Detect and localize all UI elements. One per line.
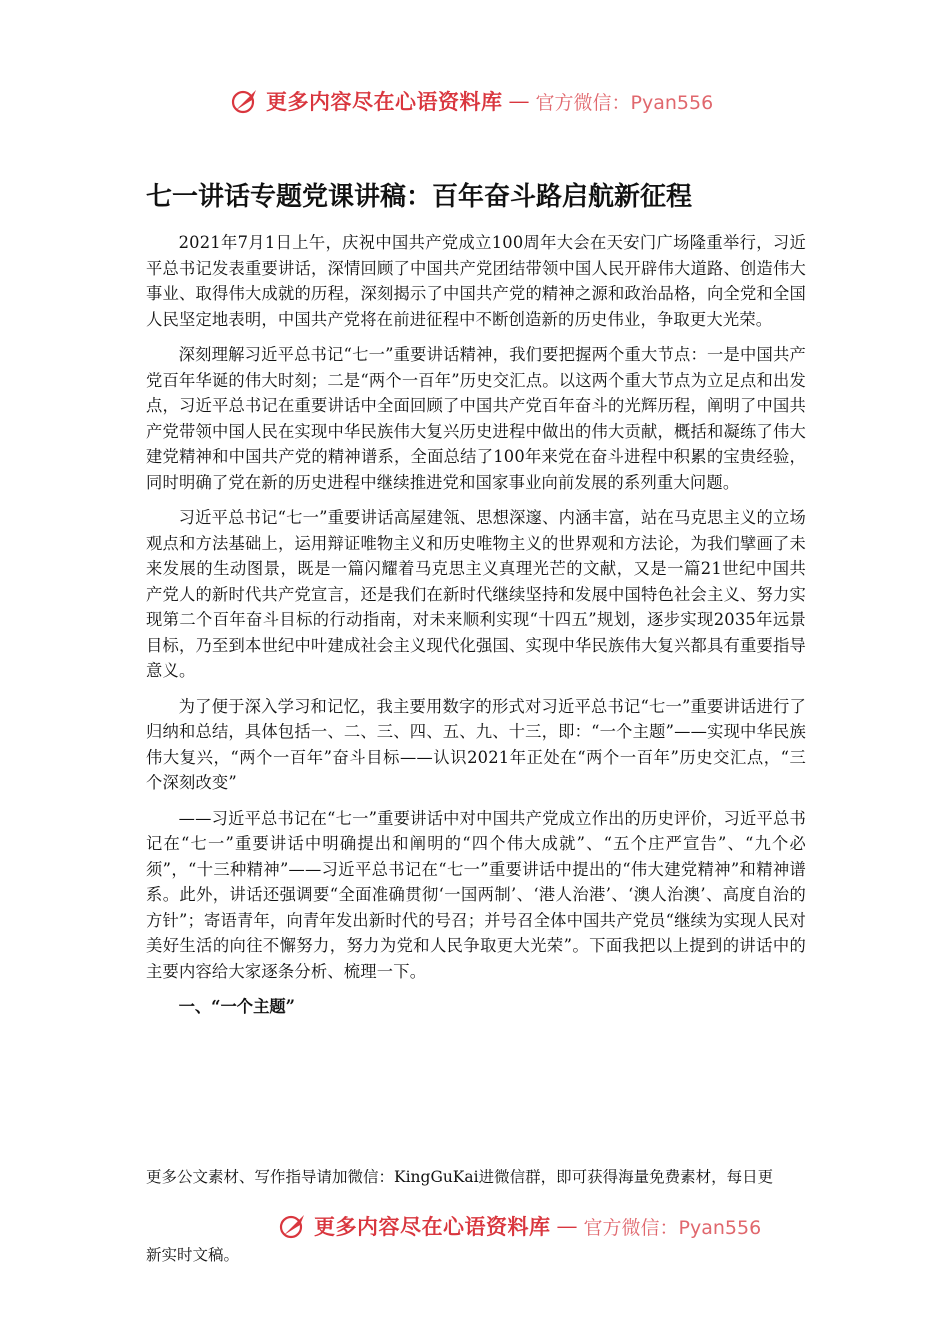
watermark-sub-text: 官方微信：Pyan556 [535,91,714,114]
footer-note-continued: 新实时文稿。 [146,1246,240,1264]
watermark-dash: — [508,89,530,113]
watermark-main-text: 更多内容尽在心语资料库 [314,1214,551,1239]
paragraph: 深刻理解习近平总书记“七一”重要讲话精神，我们要把握两个重大节点：一是中国共产党百年华诞的伟大时刻；二是“两个一百年”历史交汇点。以这两个重大节点为立足点和出发点，习近平总书记在重要讲话中全面回顾了中国共产党百年奋斗的光辉历程，阐明了中国共产党带领中国人民在实现中华民族伟大复兴历史进程中做出的伟大贡献，概括和凝练了伟大建党精神和中国共产党的精神谱系，全面总结了100年来党在奋斗进程中积累的宝贵经验，同时明确了党在新的历史进程中继续推进党和国家事业向前发展的系列重大问题。 [146,345,806,492]
paragraph: 2021年7月1日上午，庆祝中国共产党成立100周年大会在天安门广场隆重举行，习近平总书记发表重要讲话，深情回顾了中国共产党团结带领中国人民开辟伟大道路、创造伟大事业、取得伟大成就的历程，深刻揭示了中国共产党的精神之源和政治品格，向全党和全国人民坚定地表明，中国共产党将在前进征程中不断创造新的历史伟业，争取更大光荣。 [146,233,806,329]
watermark-dash: — [556,1214,578,1238]
document-body [146,230,806,1020]
quill-logo-icon [278,1211,308,1241]
watermark-sub-text: 官方微信：Pyan556 [583,1216,762,1239]
watermark-footer [278,1211,761,1241]
watermark-header [230,86,713,116]
document-title: 七一讲话专题党课讲稿：百年奋斗路启航新征程 [146,182,693,212]
section-heading: 一、“一个主题” [178,997,296,1016]
paragraph: ——习近平总书记在“七一”重要讲话中对中国共产党成立作出的历史评价，习近平总书记在“七一”重要讲话中明确提出和阐明的“四个伟大成就”、“五个庄严宣告”、“九个必须”，“十三种精神”——习近平总书记在“七一”重要讲话中提出的“伟大建党精神”和精神谱系。此外，讲话还强调要“全面准确贯彻‘一国两制’、‘港人治港’、‘澳人治澳’、高度自治的方针”；寄语青年，向青年发出新时代的号召；并号召全体中国共产党员“继续为实现人民对美好生活的向往不懈努力，努力为党和人民争取更大光荣”。下面我把以上提到的讲话中的主要内容给大家逐条分析、梳理一下。 [146,808,806,981]
paragraph: 习近平总书记“七一”重要讲话高屋建瓴、思想深邃、内涵丰富，站在马克思主义的立场观点和方法基础上，运用辩证唯物主义和历史唯物主义的世界观和方法论，为我们擘画了未来发展的生动图景，既是一篇闪耀着马克思主义真理光芒的文献，又是一篇21世纪中国共产党人的新时代共产党宣言，还是我们在新时代继续坚持和发展中国特色社会主义、努力实现第二个百年奋斗目标的行动指南，对未来顺利实现“十四五”规划，逐步实现2035年远景目标，乃至到本世纪中叶建成社会主义现代化强国、实现中华民族伟大复兴都具有重要指导意义。 [146,508,806,680]
quill-logo-icon [230,86,260,116]
paragraph: 为了便于深入学习和记忆，我主要用数字的形式对习近平总书记“七一”重要讲话进行了归纳和总结，具体包括一、二、三、四、五、九、十三，即：“一个主题”——实现中华民族伟大复兴，“两个一百年”奋斗目标——认识2021年正处在“两个一百年”历史交汇点，“三个深刻改变” [146,696,806,792]
watermark-main-text: 更多内容尽在心语资料库 [266,89,503,114]
footer-note: 更多公文素材、写作指导请加微信：KingGuKai进微信群，即可获得海量免费素材，每日更 [146,1168,774,1186]
